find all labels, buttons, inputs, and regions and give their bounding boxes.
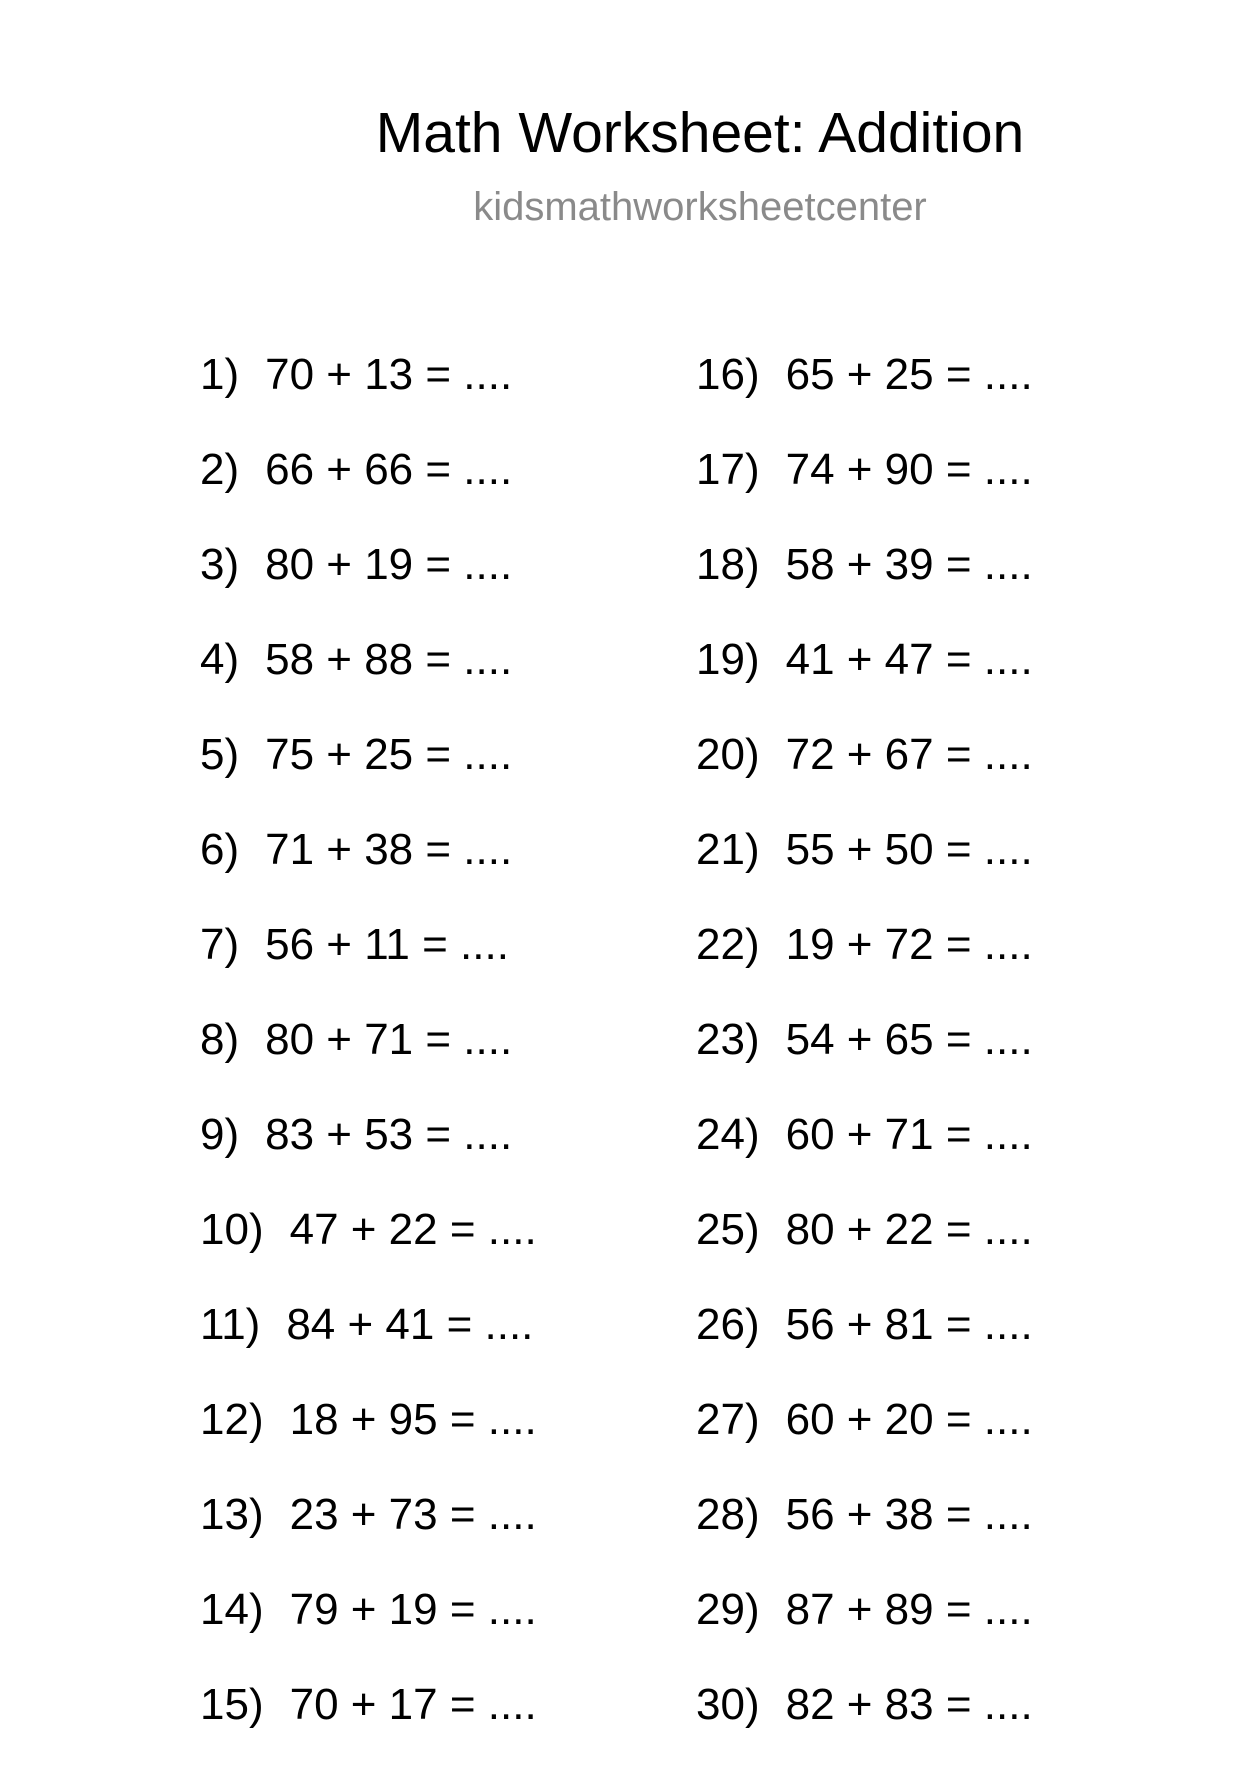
problem-expression: 71 + 38 = ....: [265, 825, 513, 874]
problem-expression: 83 + 53 = ....: [265, 1110, 513, 1159]
problem-number: 25): [696, 1205, 760, 1254]
problem-expression: 56 + 38 = ....: [785, 1490, 1033, 1539]
problem-expression: 60 + 71 = ....: [785, 1110, 1033, 1159]
problem-number: 22): [696, 920, 760, 969]
problem-number: 9): [200, 1110, 240, 1159]
page-subtitle: kidsmathworksheetcenter: [473, 185, 927, 229]
page-title: Math Worksheet: Addition: [375, 101, 1025, 165]
problem-expression: 58 + 88 = ....: [265, 635, 513, 684]
problem-item: [200, 1485, 680, 1580]
problem-expression: 74 + 90 = ....: [785, 445, 1033, 494]
problem-expression: 56 + 81 = ....: [785, 1300, 1033, 1349]
problem-expression: 80 + 22 = ....: [785, 1205, 1033, 1254]
problem-item: [696, 820, 1176, 915]
problem-expression: 80 + 71 = ....: [265, 1015, 513, 1064]
problem-number: 28): [696, 1490, 760, 1539]
problem-number: 15): [200, 1680, 264, 1729]
problem-number: 4): [200, 635, 240, 684]
problem-column-right: [696, 345, 1176, 1770]
problem-item: [696, 535, 1176, 630]
problem-number: 21): [696, 825, 760, 874]
problem-expression: 56 + 11 = ....: [265, 920, 509, 969]
problem-item: [200, 820, 680, 915]
problem-item: [200, 440, 680, 535]
problem-number: 17): [696, 445, 760, 494]
problem-number: 11): [200, 1300, 261, 1349]
problem-expression: 47 + 22 = ....: [289, 1205, 537, 1254]
problem-item: [200, 630, 680, 725]
problem-number: 5): [200, 730, 240, 779]
problem-expression: 19 + 72 = ....: [785, 920, 1033, 969]
problem-item: [200, 915, 680, 1010]
problem-number: 30): [696, 1680, 760, 1729]
problem-item: [696, 725, 1176, 820]
problem-item: [200, 535, 680, 630]
problem-expression: 58 + 39 = ....: [785, 540, 1033, 589]
problem-number: 26): [696, 1300, 760, 1349]
problem-item: [696, 1580, 1176, 1675]
problem-number: 29): [696, 1585, 760, 1634]
problem-item: [200, 1390, 680, 1485]
problem-expression: 23 + 73 = ....: [289, 1490, 537, 1539]
problem-expression: 70 + 13 = ....: [265, 350, 513, 399]
problem-item: [696, 1485, 1176, 1580]
problem-number: 16): [696, 350, 760, 399]
problem-number: 18): [696, 540, 760, 589]
problem-expression: 79 + 19 = ....: [289, 1585, 537, 1634]
problem-expression: 66 + 66 = ....: [265, 445, 513, 494]
problem-number: 27): [696, 1395, 760, 1444]
problem-expression: 60 + 20 = ....: [785, 1395, 1033, 1444]
problem-expression: 18 + 95 = ....: [289, 1395, 537, 1444]
problem-number: 6): [200, 825, 240, 874]
problem-expression: 55 + 50 = ....: [785, 825, 1033, 874]
problem-item: [200, 1295, 680, 1390]
problem-expression: 80 + 19 = ....: [265, 540, 513, 589]
problem-item: [696, 1295, 1176, 1390]
problem-item: [696, 630, 1176, 725]
problem-item: [696, 440, 1176, 535]
problem-expression: 65 + 25 = ....: [785, 350, 1033, 399]
problem-item: [696, 1200, 1176, 1295]
problem-item: [696, 1390, 1176, 1485]
problem-number: 3): [200, 540, 240, 589]
problem-number: 13): [200, 1490, 264, 1539]
problem-item: [696, 1675, 1176, 1770]
problem-item: [696, 345, 1176, 440]
problem-item: [200, 725, 680, 820]
problem-item: [696, 915, 1176, 1010]
problem-expression: 84 + 41 = ....: [286, 1300, 534, 1349]
problem-item: [696, 1105, 1176, 1200]
problem-column-left: [200, 345, 680, 1770]
problem-expression: 75 + 25 = ....: [265, 730, 513, 779]
problem-number: 20): [696, 730, 760, 779]
problem-expression: 72 + 67 = ....: [785, 730, 1033, 779]
problem-number: 23): [696, 1015, 760, 1064]
problem-number: 7): [200, 920, 240, 969]
problem-item: [696, 1010, 1176, 1105]
problem-number: 24): [696, 1110, 760, 1159]
problem-item: [200, 1200, 680, 1295]
problem-number: 8): [200, 1015, 240, 1064]
problem-number: 2): [200, 445, 240, 494]
problem-number: 19): [696, 635, 760, 684]
problem-expression: 70 + 17 = ....: [289, 1680, 537, 1729]
problem-expression: 82 + 83 = ....: [785, 1680, 1033, 1729]
problem-number: 14): [200, 1585, 264, 1634]
problem-list: [200, 345, 1100, 1745]
problem-item: [200, 1010, 680, 1105]
problem-item: [200, 1105, 680, 1200]
problem-expression: 87 + 89 = ....: [785, 1585, 1033, 1634]
problem-item: [200, 1675, 680, 1770]
problem-number: 10): [200, 1205, 264, 1254]
problem-item: [200, 1580, 680, 1675]
problem-expression: 41 + 47 = ....: [785, 635, 1033, 684]
problem-number: 12): [200, 1395, 264, 1444]
problem-item: [200, 345, 680, 440]
problem-number: 1): [200, 350, 240, 399]
problem-expression: 54 + 65 = ....: [785, 1015, 1033, 1064]
